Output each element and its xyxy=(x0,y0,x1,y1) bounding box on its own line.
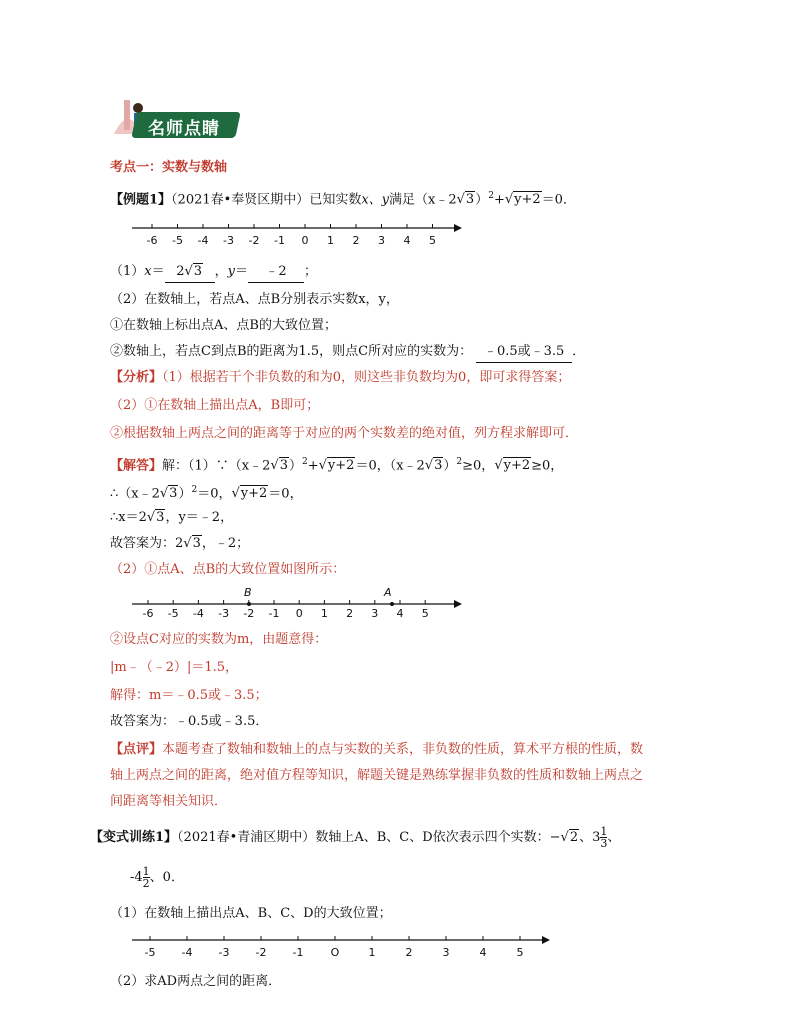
comment-tag: 【点评】 xyxy=(110,742,163,757)
axis-tick-label: -5 xyxy=(167,607,179,620)
variant-tag: 【变式训练1】 xyxy=(90,830,178,845)
axis-tick-label: -6 xyxy=(146,234,158,247)
axis-tick-label: 3 xyxy=(371,607,379,620)
point-a-dot xyxy=(390,602,394,606)
axis-tick-label: 5 xyxy=(516,946,524,959)
comment-l3: 间距离等相关知识． xyxy=(110,794,228,809)
answer-y: ﹣2 xyxy=(248,262,304,283)
q2-a: ①在数轴上标出点A、点B的大致位置； xyxy=(110,318,337,333)
axis-tick-label: -1 xyxy=(268,607,280,620)
variant-stem: 【变式训练1】（2021春•青浦区期中）数轴上A、B、C、D依次表示四个实数：−√2、3 $\frac{1}{3}$ 、 xyxy=(90,825,621,850)
q2-b-text: ②数轴上，若点C到点B的距离为1.5，则点C所对应的实数为： xyxy=(110,344,473,359)
axis-tick-label: 1 xyxy=(320,607,328,620)
q2-line: （2）在数轴上，若点A、点B分别表示实数x，y， xyxy=(110,292,399,307)
point-b-label: B xyxy=(244,586,252,599)
axis-tick-label: -1 xyxy=(274,234,285,247)
fraction: $\frac{1}{3}$ xyxy=(600,825,608,850)
variant-q1: （1）在数轴上描出点A、B、C、D的大致位置； xyxy=(110,906,392,921)
var-x: x xyxy=(144,264,152,279)
comment-l1 xyxy=(110,740,643,760)
solution-l4: 故答案为：2√3，﹣2； xyxy=(110,536,250,551)
stem-text: ＝0． xyxy=(541,192,576,208)
axis-tick-label: 5 xyxy=(421,607,429,620)
q2-b xyxy=(110,342,585,363)
axis-tick-label: -3 xyxy=(223,234,234,247)
axis-tick-label: 4 xyxy=(396,607,404,620)
axis-tick-label: 1 xyxy=(327,234,334,247)
q1-prefix: （1） xyxy=(110,264,145,279)
axis-tick-label: -2 xyxy=(255,946,267,959)
end: ． xyxy=(572,344,586,359)
stem-text: 已知实数 xyxy=(309,192,362,208)
axis-tick-label: -4 xyxy=(181,946,193,959)
axis-tick-label: 2 xyxy=(346,607,354,620)
stem-vars: x、y xyxy=(361,192,390,208)
equals: ＝ xyxy=(235,264,249,279)
analysis-text: （1）根据若干个非负数的和为0，则这些非负数均为0，即可求得答案； xyxy=(162,370,571,385)
solution-l1: 【解答】解：（1）∵（x﹣2√3）$^2$+√y+2＝0，（x﹣2√3）$^2$≥0，√y+2≥0， xyxy=(110,457,564,474)
axis-tick-label: 1 xyxy=(368,946,376,959)
analysis-l3: ②根据数轴上两点之间的距离等于对应的两个实数差的绝对值，列方程求解即可． xyxy=(110,426,579,441)
sqrt: √3 xyxy=(456,192,475,208)
stem-text: ） xyxy=(475,192,489,208)
fraction: $\frac{1}{2}$ xyxy=(142,865,150,890)
sqrt: √y+2 xyxy=(504,192,541,208)
exponent: 2 xyxy=(488,191,494,201)
axis-tick-label: -4 xyxy=(197,234,209,247)
comment-l2: 轴上两点之间的距离，绝对值方程等知识，解题关键是熟练掌握非负数的性质和数轴上两点之 xyxy=(110,768,644,783)
section-heading: 考点一：实数与数轴 xyxy=(110,160,228,175)
answer-x: 2√3 xyxy=(165,262,215,283)
axis-tick-label: 3 xyxy=(442,946,450,959)
variant-text: 数轴上A、B、C、D依次表示四个实数： xyxy=(315,830,550,845)
axis-tick-label: -4 xyxy=(192,607,204,620)
solution-l9: 故答案为：﹣0.5或﹣3.5． xyxy=(110,714,269,729)
example-tag: 【例题1】 xyxy=(110,192,172,208)
axis-tick-label: -2 xyxy=(243,607,255,620)
solution-l5: （2）①点A、点B的大致位置如图所示： xyxy=(110,562,346,577)
axis-tick-label: -5 xyxy=(144,946,156,959)
sep: ， xyxy=(214,264,228,279)
number-line-3 xyxy=(128,930,558,960)
axis-tick-label: 0 xyxy=(295,607,303,620)
number-line-2 xyxy=(128,584,468,620)
axis-tick-label: 4 xyxy=(479,946,487,959)
stem-text: + xyxy=(493,192,505,208)
var-y: y xyxy=(227,264,236,279)
example-source: （2021春•奉贤区期中） xyxy=(171,192,310,208)
stem-text: 满足（x﹣2 xyxy=(389,192,457,208)
analysis-tag: 【分析】 xyxy=(110,370,163,385)
analysis-l1 xyxy=(110,368,570,388)
q1-line xyxy=(110,262,317,283)
axis-tick-label: 2 xyxy=(352,234,360,247)
number-line-1 xyxy=(128,220,468,248)
axis-tick-label: -2 xyxy=(248,234,260,247)
axis-tick-label: -3 xyxy=(218,946,230,959)
analysis-l2: （2）①在数轴上描出点A，B即可； xyxy=(110,398,320,413)
solution-l8: 解得：m＝﹣0.5或﹣3.5； xyxy=(110,688,268,703)
solution-l6: ②设点C对应的实数为m，由题意得： xyxy=(110,632,328,647)
comment-text: 本题考查了数轴和数轴上的点与实数的关系，非负数的性质，算术平方根的性质，数 xyxy=(162,742,644,757)
axis-tick-label: 2 xyxy=(405,946,413,959)
axis-tick-label: 0 xyxy=(301,234,309,247)
variant-source: （2021春•青浦区期中） xyxy=(177,830,316,845)
variant-stem-cont: -4 $\frac{1}{2}$ 、0． xyxy=(130,865,184,890)
point-b-dot xyxy=(247,602,251,606)
axis-tick-label: -3 xyxy=(218,607,230,620)
end: ； xyxy=(304,264,318,279)
axis-tick-label: O xyxy=(330,946,340,959)
axis-tick-label: -5 xyxy=(172,234,183,247)
axis-tick-label: -6 xyxy=(142,607,154,620)
q2-b-answer: ﹣0.5或﹣3.5 xyxy=(476,342,572,363)
example-stem xyxy=(110,186,576,210)
axis-tick-label: 3 xyxy=(378,234,385,247)
axis-tick-label: 4 xyxy=(403,234,411,247)
solution-tag: 【解答】 xyxy=(110,458,163,474)
badge-title: 名师点睛 xyxy=(148,119,220,139)
axis-tick-label: 5 xyxy=(429,234,436,247)
variant-q2: （2）求AD两点之间的距离． xyxy=(110,974,282,989)
solution-l2: ∴（x﹣2√3）$^2$＝0，√y+2＝0， xyxy=(110,485,303,502)
point-a-label: A xyxy=(384,586,392,599)
solution-l3: ∴x＝2√3，y＝﹣2， xyxy=(110,510,234,525)
axis-tick-label: -1 xyxy=(292,946,304,959)
equals: ＝ xyxy=(151,264,165,279)
solution-l7: |m﹣（﹣2）|＝1.5， xyxy=(110,660,239,675)
